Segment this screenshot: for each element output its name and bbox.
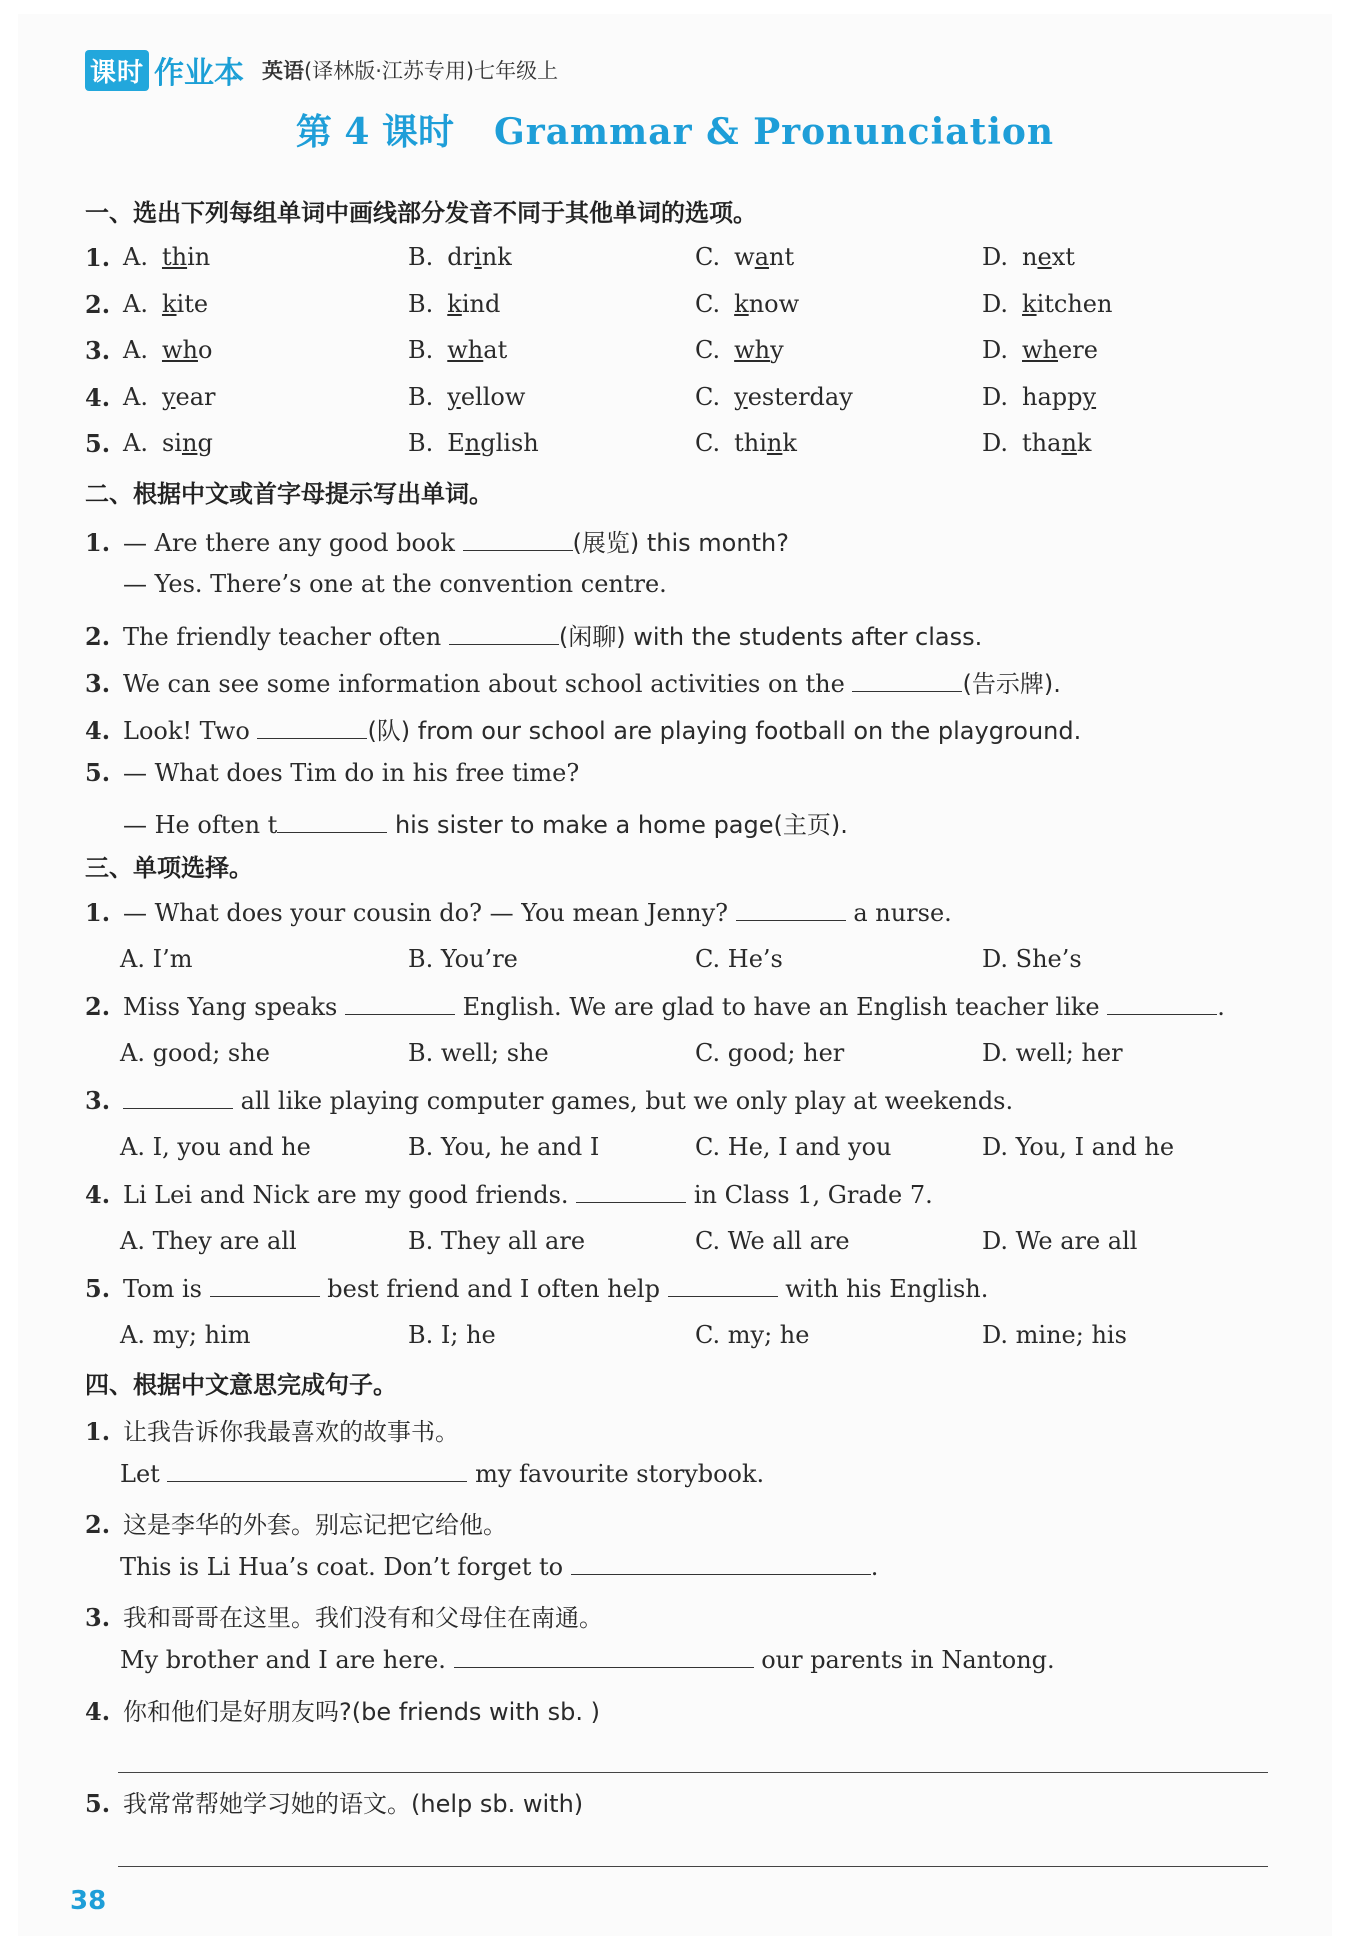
s4-q3-end: our parents in Nantong. xyxy=(761,1646,1055,1674)
s1-option[interactable] xyxy=(123,336,212,364)
answer-blank[interactable] xyxy=(345,992,455,1015)
s4-q3-prompt: 我和哥哥在这里。我们没有和父母住在南通。 xyxy=(123,1604,603,1632)
underlined-letters: wh xyxy=(161,336,198,364)
underlined-letters: k xyxy=(1022,289,1037,318)
s1-question-number: 1. xyxy=(85,243,111,272)
series-logo xyxy=(85,48,244,92)
answer-blank[interactable] xyxy=(736,898,846,921)
underlined-letters: y xyxy=(447,382,461,411)
option-letter: C. xyxy=(695,382,721,411)
choice-option[interactable]: C. He, I and you xyxy=(695,1133,892,1161)
option-word: know xyxy=(734,289,800,318)
s2-q5-reply xyxy=(123,805,848,840)
s1-option[interactable] xyxy=(123,290,208,318)
answer-blank[interactable] xyxy=(1107,992,1217,1015)
subject-label xyxy=(262,55,558,85)
s4-q2-end: . xyxy=(870,1553,879,1581)
question-number: 4. xyxy=(85,1180,111,1209)
subject-bold: 英语 xyxy=(262,59,305,83)
underlined-letters: n xyxy=(1061,429,1077,457)
underlined-letters: n xyxy=(766,429,783,457)
s4-q3-cn xyxy=(85,1598,603,1633)
s1-question-number: 3. xyxy=(85,336,111,365)
underlined-letters: y xyxy=(734,382,748,411)
choice-option[interactable]: A. They are all xyxy=(120,1227,297,1255)
s1-option[interactable] xyxy=(408,383,525,411)
s1-option[interactable] xyxy=(695,290,799,318)
s3-q5-line xyxy=(85,1274,988,1303)
option-word: yesterday xyxy=(734,382,853,411)
s4-q4-prompt: 你和他们是好朋友吗?(be friends with sb. ) xyxy=(123,1698,600,1726)
s1-option[interactable] xyxy=(695,383,853,411)
option-word: happy xyxy=(1022,382,1097,411)
s4-q2-en xyxy=(120,1552,878,1581)
answer-blank[interactable] xyxy=(463,528,573,551)
question-number: 1. xyxy=(85,898,111,927)
choice-option[interactable]: C. He’s xyxy=(695,945,783,973)
choice-option[interactable]: A. I, you and he xyxy=(120,1133,311,1161)
option-letter: D. xyxy=(982,382,1009,411)
option-word: thin xyxy=(161,243,211,271)
answer-blank[interactable] xyxy=(277,810,387,833)
question-number: 5. xyxy=(85,758,111,787)
s1-question-number: 4. xyxy=(85,382,111,412)
s3-q2-line xyxy=(85,992,1225,1021)
choice-option[interactable]: B. You’re xyxy=(408,945,518,973)
lesson-title-en: Grammar & Pronunciation xyxy=(494,111,1055,153)
question-number: 5. xyxy=(85,1789,111,1818)
answer-blank[interactable] xyxy=(576,1180,686,1203)
s2-q2-text: The friendly teacher often xyxy=(123,623,442,651)
subject-rest: (译林版·江苏专用)七年级上 xyxy=(304,59,559,83)
s2-q3-text: We can see some information about school activities on the xyxy=(123,670,845,698)
underlined-letters: i xyxy=(474,243,482,271)
s2-q4-text: Look! Two xyxy=(123,717,250,745)
option-word: what xyxy=(447,336,508,364)
underlined-letters: k xyxy=(734,289,749,318)
question-number: 4. xyxy=(85,1697,111,1726)
answer-line[interactable] xyxy=(118,1772,1268,1773)
s3-q1-line xyxy=(85,898,952,927)
s3-q4-line xyxy=(85,1180,933,1209)
option-word: thank xyxy=(1022,429,1092,457)
option-word: English xyxy=(447,429,539,457)
s4-q3-text: My brother and I are here. xyxy=(120,1646,446,1674)
option-word: who xyxy=(161,336,213,364)
question-number: 3. xyxy=(85,1603,111,1632)
option-word: think xyxy=(734,429,797,457)
question-number: 1. xyxy=(85,528,111,557)
s1-question-number: 5. xyxy=(85,429,111,458)
option-word: year xyxy=(161,382,216,411)
option-letter: A. xyxy=(123,289,148,318)
underlined-letters: wh xyxy=(1022,336,1059,364)
question-number: 4. xyxy=(85,716,111,745)
s3-q5-text: Tom is xyxy=(123,1275,202,1303)
choice-option[interactable]: A. good; she xyxy=(120,1039,270,1067)
option-word: want xyxy=(734,243,795,271)
option-word: kind xyxy=(447,289,501,318)
s1-option[interactable] xyxy=(982,336,1098,364)
choice-option[interactable]: B. I; he xyxy=(408,1321,496,1349)
choice-option[interactable]: B. You, he and I xyxy=(408,1133,600,1161)
answer-blank[interactable] xyxy=(210,1274,320,1297)
underlined-letters: n xyxy=(181,429,198,457)
s1-option[interactable] xyxy=(982,290,1112,318)
s1-option[interactable] xyxy=(695,243,794,271)
option-letter: B. xyxy=(408,243,434,271)
s1-option[interactable] xyxy=(408,336,507,364)
logo-box: 课时 xyxy=(85,50,149,91)
s1-option[interactable] xyxy=(123,243,210,271)
s3-q3-line xyxy=(85,1086,1013,1115)
s2-q3-hint: (告示牌). xyxy=(962,670,1061,698)
underlined-letters: k xyxy=(161,289,177,318)
s2-q2-line xyxy=(85,617,982,652)
question-number: 2. xyxy=(85,622,111,651)
s4-q5-cn xyxy=(85,1784,583,1819)
s4-q2-text: This is Li Hua’s coat. Don’t forget to xyxy=(120,1553,564,1581)
s1-option[interactable] xyxy=(408,290,500,318)
answer-blank[interactable] xyxy=(167,1459,467,1482)
underlined-letters: wh xyxy=(447,336,484,364)
s4-q1-prompt: 让我告诉你我最喜欢的故事书。 xyxy=(123,1418,459,1446)
s4-q2-cn xyxy=(85,1505,507,1540)
choice-option[interactable]: D. mine; his xyxy=(982,1321,1127,1349)
book-header xyxy=(85,48,558,92)
s2-q1-reply: — Yes. There’s one at the convention centre. xyxy=(123,570,667,598)
s4-q1-en xyxy=(120,1459,764,1488)
s3-q4-end: in Class 1, Grade 7. xyxy=(693,1181,933,1209)
option-word: kitchen xyxy=(1022,289,1113,318)
s3-q2-end: . xyxy=(1217,993,1225,1021)
logo-text: 作业本 xyxy=(154,56,245,91)
s1-option[interactable] xyxy=(123,383,216,411)
answer-blank[interactable] xyxy=(454,1645,754,1668)
choice-option[interactable]: C. good; her xyxy=(695,1039,845,1067)
s3-q5-mid: best friend and I often help xyxy=(327,1275,660,1303)
option-letter: D. xyxy=(982,336,1009,364)
question-number: 2. xyxy=(85,992,111,1021)
answer-blank[interactable] xyxy=(257,716,367,739)
answer-blank[interactable] xyxy=(449,622,559,645)
underlined-letters: a xyxy=(754,243,769,271)
s3-q1-text: — What does your cousin do? — You mean Jenny? xyxy=(123,899,729,927)
choice-option[interactable]: D. well; her xyxy=(982,1039,1123,1067)
answer-blank[interactable] xyxy=(123,1086,233,1109)
answer-blank[interactable] xyxy=(668,1274,778,1297)
choice-option[interactable]: B. well; she xyxy=(408,1039,549,1067)
section-1-heading: 一、选出下列每组单词中画线部分发音不同于其他单词的选项。 xyxy=(85,199,757,227)
option-letter: B. xyxy=(408,336,434,364)
underlined-letters: n xyxy=(464,429,481,457)
s2-q4-hint: (队) from our school are playing football on the playground. xyxy=(367,717,1082,745)
option-letter: C. xyxy=(695,289,721,318)
s4-q1-end: my favourite storybook. xyxy=(475,1460,765,1488)
answer-blank[interactable] xyxy=(571,1552,871,1575)
choice-option[interactable]: D. You, I and he xyxy=(982,1133,1175,1161)
s2-q1-text: — Are there any good book xyxy=(123,529,455,557)
choice-option[interactable]: C. We all are xyxy=(695,1227,850,1255)
lesson-title-cn: 第 4 课时 xyxy=(295,111,455,153)
s3-q2-mid: English. We are glad to have an English teacher like xyxy=(462,993,1100,1021)
answer-line[interactable] xyxy=(118,1866,1268,1867)
s1-question-number: 2. xyxy=(85,289,111,319)
option-letter: B. xyxy=(408,289,434,318)
option-letter: A. xyxy=(123,336,148,364)
choice-option[interactable]: D. She’s xyxy=(982,945,1082,973)
question-number: 1. xyxy=(85,1417,111,1446)
s1-option[interactable] xyxy=(408,243,512,271)
option-letter: D. xyxy=(982,429,1009,457)
option-letter: C. xyxy=(695,336,721,364)
s1-option[interactable] xyxy=(982,429,1091,457)
option-word: kite xyxy=(161,289,209,318)
option-letter: C. xyxy=(695,429,721,457)
underlined-letters: wh xyxy=(734,336,771,364)
s3-q4-text: Li Lei and Nick are my good friends. xyxy=(123,1181,569,1209)
option-letter: C. xyxy=(695,243,721,271)
s4-q4-cn xyxy=(85,1692,600,1727)
question-number: 3. xyxy=(85,669,111,698)
s4-q2-prompt: 这是李华的外套。别忘记把它给他。 xyxy=(123,1511,507,1539)
s2-q5-text: — What does Tim do in his free time? xyxy=(123,759,580,787)
lesson-title xyxy=(0,104,1350,155)
s4-q5-prompt: 我常常帮她学习她的语文。(help sb. with) xyxy=(123,1790,584,1818)
section-2-heading: 二、根据中文或首字母提示写出单词。 xyxy=(85,480,493,508)
question-number: 5. xyxy=(85,1274,111,1303)
option-word: yellow xyxy=(447,382,526,411)
s1-option[interactable] xyxy=(982,243,1075,271)
underlined-letters: e xyxy=(1037,243,1052,271)
option-word: drink xyxy=(447,243,512,271)
answer-blank[interactable] xyxy=(852,669,962,692)
choice-option[interactable]: B. They all are xyxy=(408,1227,586,1255)
option-letter: D. xyxy=(982,243,1009,271)
s2-q2-hint: (闲聊) with the students after class. xyxy=(558,623,983,651)
option-letter: B. xyxy=(408,429,434,457)
s3-q2-text: Miss Yang speaks xyxy=(123,993,338,1021)
underlined-letters: y xyxy=(1082,382,1097,411)
s2-q5-line xyxy=(85,758,579,787)
s1-option[interactable] xyxy=(408,429,539,457)
choice-option[interactable]: A. my; him xyxy=(120,1321,251,1349)
s2-q3-line xyxy=(85,664,1061,699)
option-word: next xyxy=(1022,243,1075,271)
option-word: where xyxy=(1022,336,1098,364)
s1-option[interactable] xyxy=(695,429,797,457)
underlined-letters: th xyxy=(161,243,188,271)
section-3-heading: 三、单项选择。 xyxy=(85,854,253,882)
s4-q1-cn xyxy=(85,1412,459,1447)
choice-option[interactable]: C. my; he xyxy=(695,1321,810,1349)
option-letter: A. xyxy=(123,382,148,411)
option-word: why xyxy=(734,336,784,364)
s4-q1-text: Let xyxy=(120,1460,160,1488)
s3-q5-end: with his English. xyxy=(785,1275,989,1303)
s1-option[interactable] xyxy=(123,429,213,457)
s3-q3-text: all like playing computer games, but we only play at weekends. xyxy=(240,1087,1014,1115)
page-number: 38 xyxy=(70,1886,107,1916)
option-letter: A. xyxy=(123,243,148,271)
s1-option[interactable] xyxy=(982,383,1096,411)
choice-option[interactable]: D. We are all xyxy=(982,1227,1138,1255)
option-letter: D. xyxy=(982,289,1009,318)
s2-q1-hint: (展览) this month? xyxy=(572,529,789,557)
section-4-heading: 四、根据中文意思完成句子。 xyxy=(85,1371,397,1399)
s4-q3-en xyxy=(120,1645,1055,1674)
underlined-letters: k xyxy=(447,289,462,318)
s2-q4-line xyxy=(85,711,1081,746)
option-word: sing xyxy=(161,429,213,457)
option-letter: A. xyxy=(123,429,148,457)
underlined-letters: y xyxy=(161,382,176,411)
s3-q1-end: a nurse. xyxy=(853,899,952,927)
s2-q1-line xyxy=(85,523,789,558)
s1-option[interactable] xyxy=(695,336,784,364)
choice-option[interactable]: A. I’m xyxy=(120,945,193,973)
s2-q5-reply-text: — He often t xyxy=(123,811,278,839)
question-number: 2. xyxy=(85,1510,111,1539)
option-letter: B. xyxy=(408,382,434,411)
question-number: 3. xyxy=(85,1086,111,1115)
s2-q5-reply-end: his sister to make a home page(主页). xyxy=(394,811,848,839)
